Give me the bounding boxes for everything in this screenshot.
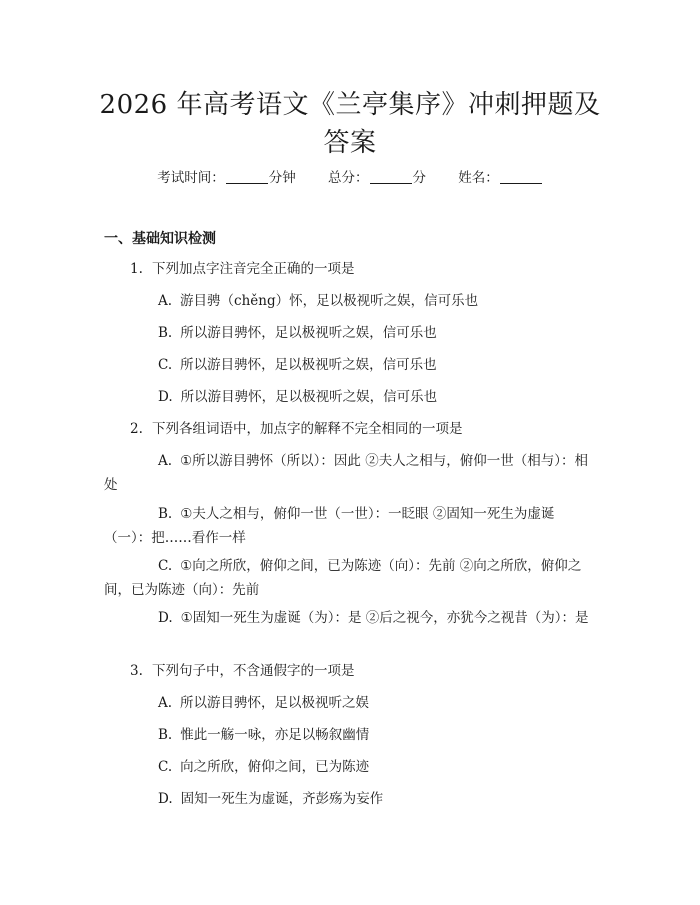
option-text: 游目骋（chěng）怀，足以极视听之娱，信可乐也: [180, 293, 479, 309]
document-title: 2026 年高考语文《兰亭集序》冲刺押题及答案: [99, 90, 601, 158]
question-1-option-c: [104, 353, 600, 377]
question-1: [104, 257, 600, 281]
question-2-option-a: [104, 449, 600, 497]
question-1-option-d: [104, 385, 600, 409]
option-text: ①向之所欣，俯仰之间，已为陈迹（向）：先前 ②向之所欣，俯仰之间，已为陈迹（向）：先前: [104, 558, 582, 598]
name-label: 姓名：: [458, 170, 499, 186]
option-text: 惟此一觞一咏，亦足以畅叙幽情: [180, 727, 370, 743]
question-number: 3.: [130, 663, 143, 679]
question-number: 1.: [130, 261, 143, 277]
option-text: ①所以游目骋怀（所以）：因此 ②夫人之相与，俯仰一世（相与）：相处: [104, 453, 588, 493]
question-text: 下列句子中，不含通假字的一项是: [152, 663, 355, 679]
question-3-option-d: [104, 787, 600, 811]
option-letter: D.: [158, 610, 173, 626]
option-letter: C.: [158, 357, 173, 373]
option-text: 固知一死生为虚诞，齐彭殇为妄作: [180, 791, 384, 807]
option-letter: C.: [158, 558, 173, 574]
question-2-option-b: [104, 502, 600, 550]
exam-time-label: 考试时间：: [157, 170, 225, 186]
question-2: [104, 417, 600, 441]
option-text: ①夫人之相与，俯仰一世（一世）：一眨眼 ②固知一死生为虚诞（一）：把……看作一样: [104, 506, 555, 546]
option-text: 所以游目骋怀，足以极视听之娱，信可乐也: [180, 357, 437, 373]
question-text: 下列各组词语中，加点字的解释不完全相同的一项是: [152, 421, 463, 437]
option-letter: A.: [158, 453, 173, 469]
option-text: 向之所欣，俯仰之间，已为陈迹: [180, 759, 370, 775]
option-letter: B.: [158, 506, 173, 522]
question-3-option-b: [104, 723, 600, 747]
option-text: 所以游目骋怀，足以极视听之娱: [180, 695, 370, 711]
question-2-option-c: [104, 554, 600, 602]
question-1-option-a: [104, 289, 600, 313]
section-title: 一、基础知识检测: [104, 231, 216, 247]
option-letter: B.: [158, 325, 173, 341]
question-3: [104, 659, 600, 683]
total-score-field: [328, 170, 426, 186]
name-field: [458, 170, 543, 186]
exam-time-unit: 分钟: [268, 170, 296, 186]
name-blank: [500, 169, 542, 184]
option-letter: A.: [158, 695, 173, 711]
question-2-option-d: [104, 606, 600, 630]
option-text: ①固知一死生为虚诞（为）：是 ②后之视今，亦犹今之视昔（为）：是: [180, 610, 589, 626]
question-3-option-a: [104, 691, 600, 715]
exam-time-blank: [226, 169, 268, 184]
exam-time-field: [157, 170, 296, 186]
option-letter: D.: [158, 791, 173, 807]
option-text: 所以游目骋怀，足以极视听之娱，信可乐也: [180, 389, 438, 405]
option-letter: C.: [158, 759, 173, 775]
question-number: 2.: [130, 421, 143, 437]
option-letter: B.: [158, 727, 173, 743]
total-score-label: 总分：: [328, 170, 369, 186]
option-letter: D.: [158, 389, 173, 405]
total-score-unit: 分: [412, 170, 426, 186]
option-letter: A.: [158, 293, 173, 309]
option-text: 所以游目骋怀，足以极视听之娱，信可乐也: [180, 325, 437, 341]
total-score-blank: [370, 169, 412, 184]
question-3-option-c: [104, 755, 600, 779]
question-1-option-b: [104, 321, 600, 345]
exam-info-line: [0, 168, 700, 188]
question-text: 下列加点字注音完全正确的一项是: [152, 261, 355, 277]
